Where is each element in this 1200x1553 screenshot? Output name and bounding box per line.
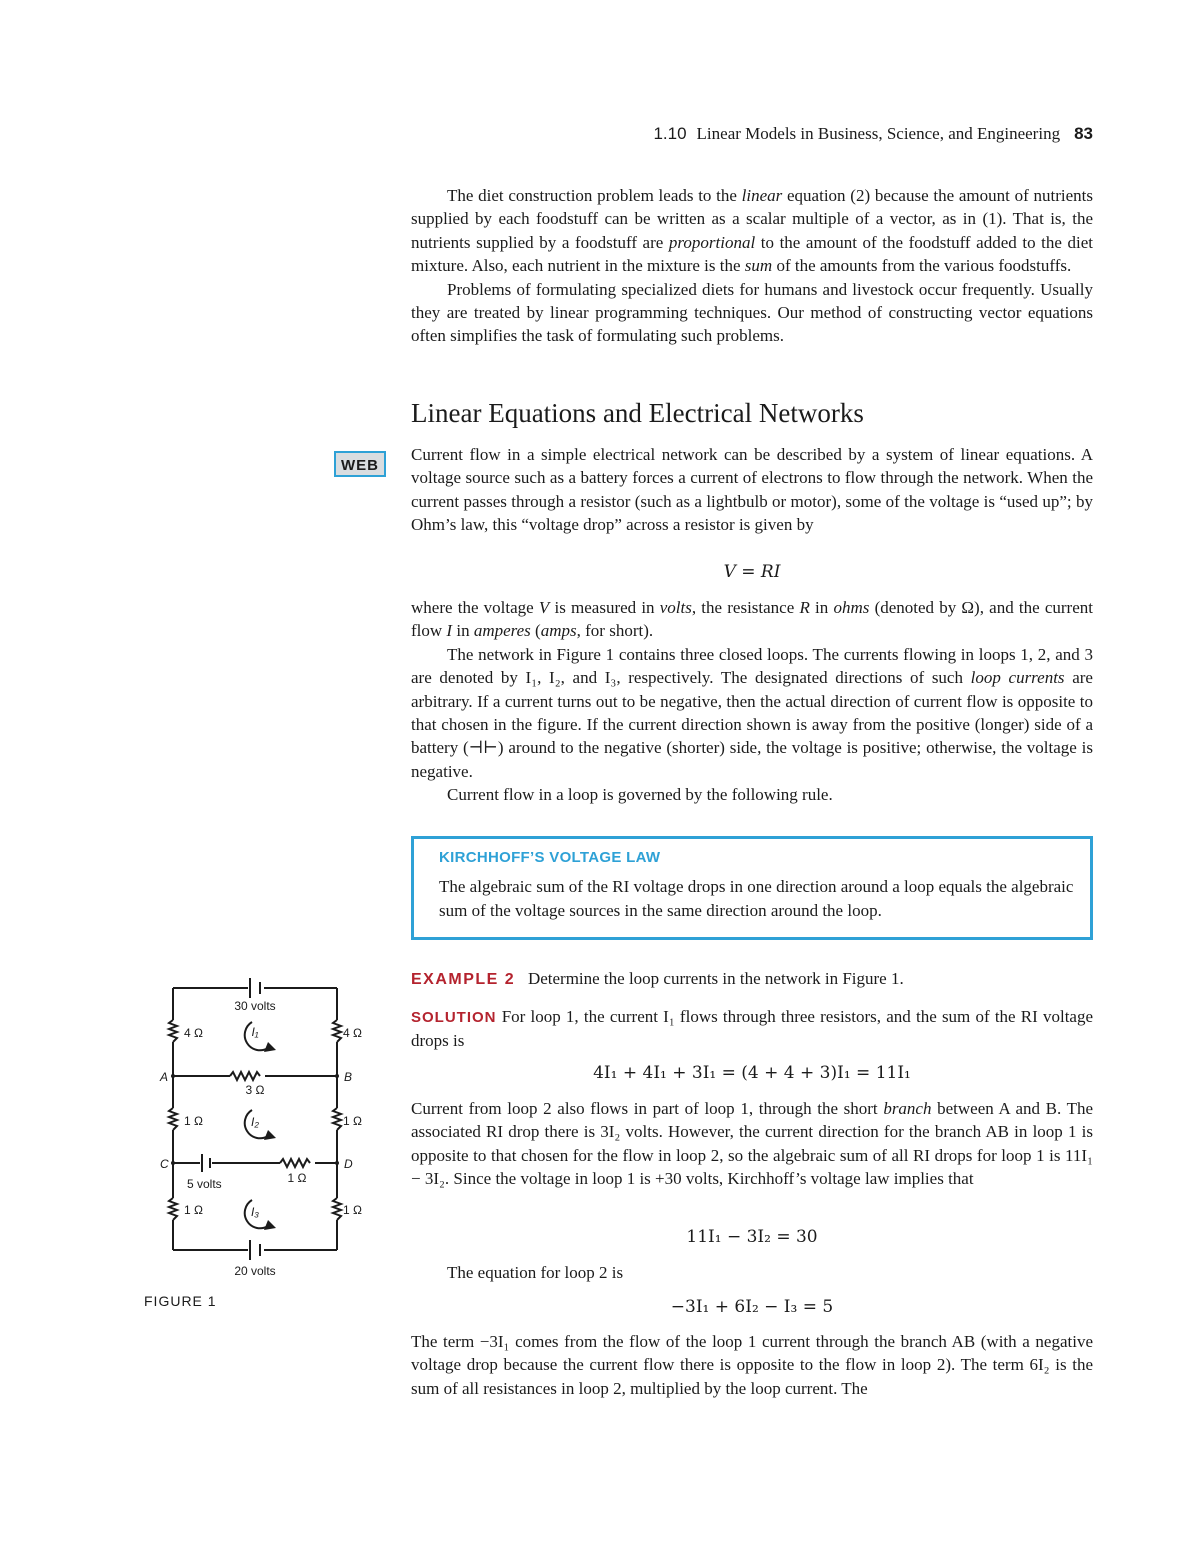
resistor-left-top [169, 1020, 177, 1042]
intro-paragraph-2: Problems of formulating specialized diets for humans and livestock occur frequently. Usually they are treated by linear programming techniques. Our method of constructing vector equations often simplifies the task of formulating such problems. [411, 279, 1093, 346]
solution-paragraph-4: The term −3I₁ comes from the flow of the loop 1 current through the branch AB (with a negative voltage drop because the current flow there is opposite to the flow in loop 2). The term 6I₂ is the sum of all resistances in loop 2, multiplied by the loop current. The [411, 1332, 1093, 1398]
section-paragraphs [411, 596, 1093, 807]
ohms-law-equation: V = RI [723, 562, 781, 582]
label-r-left-top: 4 Ω [184, 1026, 203, 1040]
example-2 [411, 967, 1093, 991]
figure-caption: FIGURE 1 [144, 1293, 217, 1309]
example-label: EXAMPLE 2 [411, 971, 516, 988]
battery-top [250, 978, 260, 998]
loop1-arrowhead [264, 1042, 276, 1052]
section-paragraph-2: where the voltage V is measured in volts, the resistance R in ohms (denoted by Ω), and the current flow I in amperes (amps, for short). [411, 598, 1093, 641]
resistor-ab [230, 1072, 260, 1080]
section-heading: Linear Equations and Electrical Networks [411, 398, 864, 428]
section-title: Linear Models in Business, Science, and Engineering [696, 124, 1061, 143]
label-r-right-bot: 1 Ω [343, 1203, 362, 1217]
label-20-volts: 20 volts [234, 1264, 276, 1278]
intro-text [411, 184, 1093, 348]
equation-loop2: −3I₁ + 6I₂ − I₃ = 5 [670, 1297, 834, 1317]
label-node-b: B [344, 1070, 353, 1084]
resistor-right-top [333, 1020, 341, 1042]
battery-mid [202, 1154, 210, 1172]
equation-loop1: 11I₁ − 3I₂ = 30 [686, 1227, 818, 1247]
equation-loop1-drops: 4I₁ + 4I₁ + 3I₁ = (4 + 4 + 3)I₁ = 11I₁ [593, 1063, 911, 1083]
section-paragraph-3: The network in Figure 1 contains three closed loops. The currents flowing in loops 1, 2, and 3 are denoted by I₁, I₂, and I₃, respectively. The designated directions of such loop currents are arbitrary. If a current turns out to be negative, then the actual direction of current flow is opposite to that chosen in the figure. If the current direction shown is away from the positive (longer) side of a battery (⊣⊢) around to the negative (shorter) side, the voltage is positive; otherwise, the voltage is negative. [411, 644, 1093, 781]
label-node-c: C [160, 1157, 169, 1171]
label-loop3: I₃ [250, 1205, 260, 1219]
label-r-left-mid: 1 Ω [184, 1114, 203, 1128]
loop3-arrowhead [264, 1220, 276, 1230]
resistor-left-bot [169, 1198, 177, 1220]
label-node-a: A [160, 1070, 169, 1084]
loop2-arrowhead [264, 1130, 276, 1140]
solution-paragraph-3: The equation for loop 2 is [447, 1263, 624, 1282]
label-loop1: I₁ [251, 1025, 259, 1039]
solution-paragraph-2: Current from loop 2 also flows in part of loop 1, through the short branch between A and B. The associated RI drop there is 3I₂ volts. However, the current direction for the branch AB in loop 1 is opposite to that chosen for the flow in loop 2, so the algebraic sum of all RI drops for loop 1 is 11I₁ − 3I₂. Since the voltage in loop 1 is +30 volts, Kirchhoff’s voltage law implies that [411, 1099, 1093, 1189]
section-paragraph-1: Current flow in a simple electrical network can be described by a system of linear equations. A voltage source such as a battery forces a current of electrons to flow through the network. When the current passes through a resistor (such as a lightbulb or motor), some of the voltage is “used up”; by Ohm’s law, this “voltage drop” across a resistor is given by [411, 445, 1093, 535]
label-node-d: D [344, 1157, 353, 1171]
label-r-cd: 1 Ω [287, 1171, 307, 1185]
page-number: 83 [1074, 124, 1093, 143]
battery-bottom [250, 1240, 260, 1260]
web-badge[interactable]: WEB [334, 451, 386, 477]
resistor-cd [280, 1159, 310, 1167]
label-r-left-bot: 1 Ω [184, 1203, 203, 1217]
label-r-ab: 3 Ω [245, 1083, 265, 1097]
label-30-volts: 30 volts [234, 999, 276, 1013]
circuit-diagram [140, 970, 390, 1285]
solution-label: SOLUTION [411, 1009, 497, 1026]
label-r-right-top: 4 Ω [343, 1026, 362, 1040]
resistor-right-mid [333, 1108, 341, 1130]
section-number: 1.10 [653, 124, 687, 143]
label-r-right-mid: 1 Ω [343, 1114, 362, 1128]
running-header [653, 124, 1093, 144]
resistor-left-mid [169, 1108, 177, 1130]
intro-paragraph-1: The diet construction problem leads to the linear equation (2) because the amount of nutrients supplied by each foodstuff can be written as a scalar multiple of a vector, as in (1). That is, the nutrients supplied by a foodstuff are proportional to the amount of the foodstuff added to the diet mixture. Also, each nutrient in the mixture is the sum of the amounts from the various foodstuffs. [411, 186, 1093, 276]
label-loop2: I₂ [251, 1115, 259, 1129]
label-5-volts: 5 volts [187, 1177, 222, 1191]
kirchhoff-title: KIRCHHOFF’S VOLTAGE LAW [439, 849, 661, 866]
section-paragraph-4: Current flow in a loop is governed by the following rule. [447, 785, 833, 805]
kirchhoff-text: The algebraic sum of the RI voltage drops in one direction around a loop equals the algebraic sum of the voltage sources in the same direction around the loop. [439, 877, 1074, 920]
example-statement: Determine the loop currents in the network in Figure 1. [527, 969, 904, 988]
resistor-right-bot [333, 1198, 341, 1220]
kirchhoff-law-box [411, 836, 1093, 940]
solution-paragraph-1: SOLUTION For loop 1, the current I₁ flows through three resistors, and the sum of the RI voltage drops is [411, 1007, 1094, 1051]
